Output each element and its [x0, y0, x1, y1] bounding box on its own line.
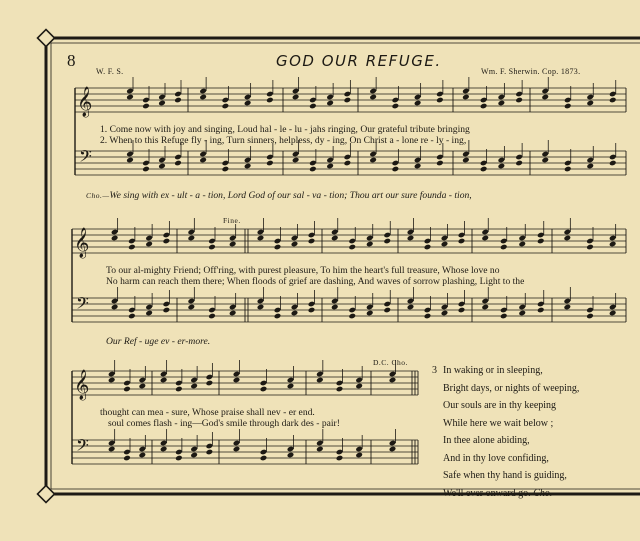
system3-bass-staff	[72, 429, 418, 464]
note-head	[541, 157, 549, 164]
note-head	[229, 310, 237, 317]
chorus-return-marker: Cho.	[533, 487, 553, 499]
note-head	[414, 163, 422, 170]
note-head	[518, 310, 526, 317]
note-head	[233, 446, 241, 453]
note-head	[458, 307, 466, 314]
note-head	[128, 244, 136, 251]
treble-clef-icon: 𝄞	[74, 228, 90, 258]
note-head	[190, 452, 198, 459]
note-head	[123, 455, 131, 462]
lyricist-credit: W. F. S.	[96, 67, 124, 76]
stanza-line	[443, 485, 579, 503]
note-head	[287, 452, 295, 459]
system3-verse2: soul comes flash - ing—God's smile through dark des - pair!	[108, 418, 340, 429]
note-head	[500, 244, 508, 251]
note-head	[199, 157, 207, 164]
note-head	[441, 241, 449, 248]
note-head	[199, 94, 207, 101]
note-head	[344, 97, 352, 104]
note-head	[518, 241, 526, 248]
note-head	[175, 386, 183, 393]
note-head	[160, 446, 168, 453]
stanza-line: In thee alone abiding,	[443, 435, 530, 446]
stanza-line: Bright days, or nights of weeping,	[443, 382, 580, 394]
note-head	[500, 313, 508, 320]
note-head	[292, 157, 300, 164]
chorus-label: Cho.—	[86, 191, 110, 200]
note-head	[586, 313, 594, 320]
dc-mark: D.C. Cho.	[373, 358, 408, 367]
note-head	[308, 307, 316, 314]
note-head	[108, 377, 116, 384]
note-head	[389, 446, 397, 453]
note-head	[336, 386, 344, 393]
note-head	[244, 100, 252, 107]
note-head	[222, 103, 230, 110]
note-head	[309, 103, 317, 110]
stanza-line: And in thy love confiding,	[443, 452, 549, 464]
stanza-number: 3	[432, 365, 437, 376]
note-head	[383, 238, 391, 245]
note-head	[480, 166, 488, 173]
fine-mark: Fine.	[223, 216, 241, 225]
note-head	[389, 377, 397, 384]
stanza-line-text: We'll ever onward go.	[443, 487, 531, 499]
note-head	[163, 238, 171, 245]
note-head	[436, 97, 444, 104]
system3-treble-staff	[72, 360, 418, 395]
note-head	[206, 449, 214, 456]
note-head	[564, 304, 572, 311]
note-head	[128, 313, 136, 320]
note-head	[274, 313, 282, 320]
note-head	[287, 383, 295, 390]
corner-ornament	[38, 30, 55, 47]
note-head	[190, 383, 198, 390]
treble-clef-icon: 𝄞	[74, 370, 90, 400]
note-head	[145, 310, 153, 317]
system2-verse1: To our al-mighty Friend; Off'ring, with purest pleasure, To him the heart's full treasure, Whose love no	[106, 265, 500, 276]
note-head	[366, 241, 374, 248]
note-head	[174, 160, 182, 167]
note-head	[515, 160, 523, 167]
stanza-line: Safe when thy hand is guiding,	[443, 470, 567, 481]
note-head	[586, 100, 594, 107]
note-head	[326, 163, 334, 170]
system1-chorus	[86, 190, 472, 201]
song-title: GOD OUR REFUGE.	[276, 52, 442, 70]
note-head	[355, 383, 363, 390]
note-head	[126, 157, 134, 164]
note-head	[163, 307, 171, 314]
note-head	[348, 244, 356, 251]
note-head	[515, 97, 523, 104]
note-head	[158, 163, 166, 170]
note-head	[498, 100, 506, 107]
note-head	[139, 452, 147, 459]
note-head	[537, 238, 545, 245]
note-head	[142, 166, 150, 173]
system2-verse2: No harm can reach them there; When floods of grief are dashing, And waves of sorrow plashing, Light to the	[106, 276, 525, 287]
note-head	[175, 455, 183, 462]
note-head	[348, 313, 356, 320]
note-head	[222, 166, 230, 173]
note-head	[407, 235, 415, 242]
note-head	[260, 386, 268, 393]
note-head	[160, 377, 168, 384]
note-head	[462, 157, 470, 164]
system2-treble-staff	[72, 218, 626, 253]
note-head	[208, 244, 216, 251]
treble-clef-icon: 𝄞	[77, 87, 93, 117]
stanza-line: While here we wait below ;	[443, 417, 554, 429]
note-head	[392, 103, 400, 110]
bass-clef-icon: 𝄢	[76, 435, 89, 459]
note-head	[564, 235, 572, 242]
note-head	[309, 166, 317, 173]
note-head	[541, 94, 549, 101]
note-head	[424, 244, 432, 251]
note-head	[586, 244, 594, 251]
note-head	[123, 386, 131, 393]
note-head	[292, 94, 300, 101]
note-head	[609, 97, 617, 104]
note-head	[188, 235, 196, 242]
note-head	[158, 100, 166, 107]
note-head	[609, 241, 617, 248]
note-head	[564, 166, 572, 173]
system1-verse1: 1. Come now with joy and singing, Loud hal - le - lu - jahs ringing, Our grateful tribute bringing	[100, 124, 470, 135]
note-head	[481, 235, 489, 242]
system2-chorus: Our Ref - uge ev - er-more.	[106, 336, 211, 347]
note-head	[355, 452, 363, 459]
note-head	[233, 377, 241, 384]
stanza-line: In waking or in sleeping,	[443, 365, 543, 376]
note-head	[260, 455, 268, 462]
note-head	[537, 307, 545, 314]
note-head	[331, 235, 339, 242]
note-head	[344, 160, 352, 167]
system1-chorus-text: We sing with ex - ult - a - tion, Lord God of our sal - va - tion; Thou art our sure founda - tion,	[109, 190, 472, 201]
note-head	[326, 100, 334, 107]
note-head	[392, 166, 400, 173]
note-head	[481, 304, 489, 311]
note-head	[407, 304, 415, 311]
note-head	[257, 304, 265, 311]
bass-clef-icon: 𝄢	[76, 293, 89, 317]
note-head	[266, 97, 274, 104]
note-head	[126, 94, 134, 101]
note-head	[316, 446, 324, 453]
note-head	[142, 103, 150, 110]
note-head	[498, 163, 506, 170]
note-head	[609, 310, 617, 317]
note-head	[609, 160, 617, 167]
note-head	[383, 307, 391, 314]
note-head	[139, 383, 147, 390]
note-head	[369, 94, 377, 101]
note-head	[586, 163, 594, 170]
note-head	[111, 304, 119, 311]
note-head	[480, 103, 488, 110]
corner-ornament	[38, 486, 55, 503]
note-head	[291, 310, 299, 317]
note-head	[145, 241, 153, 248]
note-head	[274, 244, 282, 251]
note-head	[111, 235, 119, 242]
note-head	[208, 313, 216, 320]
stanza-line: Our souls are in thy keeping	[443, 400, 557, 411]
note-head	[366, 310, 374, 317]
note-head	[458, 238, 466, 245]
system3-verse1: thought can mea - sure, Whose praise shall nev - er end.	[100, 407, 315, 418]
note-head	[174, 97, 182, 104]
note-head	[108, 446, 116, 453]
note-head	[336, 455, 344, 462]
note-head	[244, 163, 252, 170]
system2-bass-staff	[72, 287, 626, 322]
note-head	[188, 304, 196, 311]
note-head	[206, 380, 214, 387]
page-number: 8	[67, 51, 76, 70]
note-head	[424, 313, 432, 320]
note-head	[266, 160, 274, 167]
note-head	[369, 157, 377, 164]
note-head	[414, 100, 422, 107]
system1-treble-staff	[75, 77, 626, 112]
note-head	[257, 235, 265, 242]
system1-verse2: 2. When to this Refuge fly - ing, Turn sinners, helpless, dy - ing, On Christ a - lone re - ly - ing,	[100, 135, 467, 146]
note-head	[308, 238, 316, 245]
note-head	[331, 304, 339, 311]
bass-clef-icon: 𝄢	[79, 146, 92, 170]
note-head	[462, 94, 470, 101]
note-head	[564, 103, 572, 110]
note-head	[441, 310, 449, 317]
note-head	[229, 241, 237, 248]
composer-credit: Wm. F. Sherwin. Cop. 1873.	[481, 67, 581, 76]
note-head	[316, 377, 324, 384]
note-head	[291, 241, 299, 248]
note-head	[436, 160, 444, 167]
